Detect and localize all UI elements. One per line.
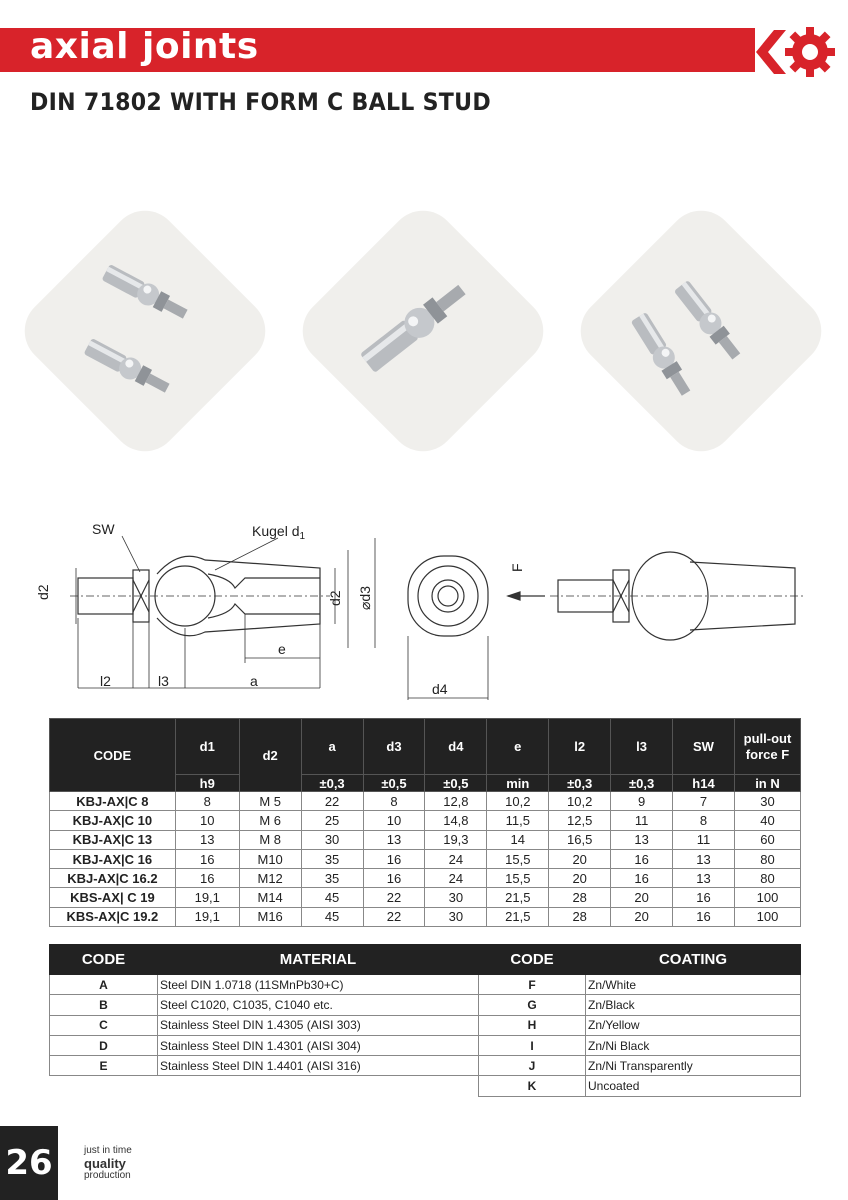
- cell: 16: [363, 869, 425, 888]
- table-row: [50, 830, 801, 849]
- cell: Steel C1020, C1035, C1040 etc.: [158, 995, 479, 1015]
- cell: 19,1: [175, 907, 239, 926]
- cell: 19,1: [175, 888, 239, 907]
- table-row: [479, 975, 801, 995]
- material-header-code: CODE: [50, 945, 158, 975]
- cell: Zn/Yellow: [586, 1015, 801, 1035]
- spec-header: d4: [425, 719, 487, 775]
- cell: 19,3: [425, 830, 487, 849]
- spec-header: d1: [175, 719, 239, 775]
- spec-subheader: ±0,3: [611, 775, 673, 792]
- tagline-line-2: quality: [84, 1156, 126, 1171]
- cell: M 6: [239, 811, 301, 830]
- cell: 16: [611, 869, 673, 888]
- cell: 24: [425, 849, 487, 868]
- cell-code: C: [50, 1015, 158, 1035]
- cell: 22: [363, 888, 425, 907]
- gear-logo-icon: [752, 24, 836, 80]
- cell: 7: [673, 792, 735, 811]
- table-row: [50, 811, 801, 830]
- label-kugel: Kugel $d_1$: [252, 523, 306, 542]
- end-view-drawing: [408, 556, 488, 700]
- label-d3: ⌀d3: [357, 585, 373, 610]
- cell: 30: [425, 907, 487, 926]
- cell: Uncoated: [586, 1076, 801, 1096]
- spec-header: pull-out force F: [734, 719, 800, 775]
- label-f: F: [509, 563, 525, 572]
- cell-code: E: [50, 1056, 158, 1076]
- cell: 13: [611, 830, 673, 849]
- cell: 20: [549, 869, 611, 888]
- cell: 22: [301, 792, 363, 811]
- cell: 12,8: [425, 792, 487, 811]
- cell: 13: [175, 830, 239, 849]
- cell: 22: [363, 907, 425, 926]
- label-l2: l2: [100, 673, 111, 689]
- cell: 10: [175, 811, 239, 830]
- table-row: [50, 975, 479, 995]
- coating-header-code: CODE: [479, 945, 586, 975]
- cell: Zn/Ni Black: [586, 1035, 801, 1055]
- cell: 30: [734, 792, 800, 811]
- spec-subheader: min: [487, 775, 549, 792]
- table-row: [50, 888, 801, 907]
- coating-header-coating: COATING: [586, 945, 801, 975]
- cell-code: KBJ-AX|C 10: [50, 811, 176, 830]
- cell: 100: [734, 888, 800, 907]
- cell: M 8: [239, 830, 301, 849]
- table-row: [50, 907, 801, 926]
- label-l3: l3: [158, 673, 169, 689]
- force-arrow-icon: [508, 592, 545, 600]
- cell: Zn/Ni Transparently: [586, 1056, 801, 1076]
- spec-subheader: in N: [734, 775, 800, 792]
- table-row: [50, 995, 479, 1015]
- cell: 16: [175, 849, 239, 868]
- spec-header: d3: [363, 719, 425, 775]
- page-number: 26: [0, 1126, 58, 1200]
- spec-header: d2: [239, 719, 301, 792]
- table-row: [50, 1035, 479, 1055]
- cell: 16: [363, 849, 425, 868]
- cell: 15,5: [487, 869, 549, 888]
- cell: 21,5: [487, 888, 549, 907]
- spec-header: SW: [673, 719, 735, 775]
- cell: 21,5: [487, 907, 549, 926]
- cell: 80: [734, 869, 800, 888]
- cell: 60: [734, 830, 800, 849]
- product-photo-pair: [10, 196, 280, 466]
- cell: 11: [673, 830, 735, 849]
- cell: Stainless Steel DIN 1.4305 (AISI 303): [158, 1015, 479, 1035]
- spec-subheader: ±0,3: [301, 775, 363, 792]
- cell: 16: [673, 888, 735, 907]
- table-row: [479, 995, 801, 1015]
- cell-code: KBJ-AX|C 13: [50, 830, 176, 849]
- table-row: [50, 1056, 479, 1076]
- cell: 20: [549, 849, 611, 868]
- cell: 30: [425, 888, 487, 907]
- cell: 13: [673, 869, 735, 888]
- cell: M16: [239, 907, 301, 926]
- cell: 28: [549, 907, 611, 926]
- cell-code: A: [50, 975, 158, 995]
- cell-code: KBS-AX|C 19.2: [50, 907, 176, 926]
- cell-code: D: [50, 1035, 158, 1055]
- footer-tagline: [84, 1145, 132, 1182]
- product-photo-pair-2: [566, 196, 836, 466]
- cell: Steel DIN 1.0718 (11SMnPb30+C): [158, 975, 479, 995]
- cell: 16,5: [549, 830, 611, 849]
- cell: 30: [301, 830, 363, 849]
- spec-subheader: h9: [175, 775, 239, 792]
- cell: 11: [611, 811, 673, 830]
- cell: 10,2: [549, 792, 611, 811]
- cell: 16: [673, 907, 735, 926]
- label-e: e: [278, 641, 286, 657]
- cell: 13: [363, 830, 425, 849]
- cell-code: I: [479, 1035, 586, 1055]
- cell: 13: [673, 849, 735, 868]
- tagline-line-3: production: [84, 1170, 131, 1181]
- cell: 11,5: [487, 811, 549, 830]
- cell-code: KBJ-AX|C 16: [50, 849, 176, 868]
- spec-header: a: [301, 719, 363, 775]
- label-d2-left: d2: [35, 584, 51, 600]
- table-row: [50, 1015, 479, 1035]
- spec-subheader: ±0,5: [363, 775, 425, 792]
- cell: 8: [363, 792, 425, 811]
- spec-header: e: [487, 719, 549, 775]
- spec-header-code: CODE: [50, 719, 176, 792]
- cell: 10: [363, 811, 425, 830]
- cell: 45: [301, 907, 363, 926]
- label-a: a: [250, 673, 258, 689]
- table-row: [50, 849, 801, 868]
- cell: 9: [611, 792, 673, 811]
- cell: 24: [425, 869, 487, 888]
- cell: M12: [239, 869, 301, 888]
- cell: 35: [301, 849, 363, 868]
- label-sw: SW: [92, 521, 115, 537]
- cell-code: K: [479, 1076, 586, 1096]
- cell: Zn/Black: [586, 995, 801, 1015]
- cell: 16: [175, 869, 239, 888]
- cell: Stainless Steel DIN 1.4301 (AISI 304): [158, 1035, 479, 1055]
- cell: 35: [301, 869, 363, 888]
- cell: 28: [549, 888, 611, 907]
- cell: 20: [611, 907, 673, 926]
- cell: 45: [301, 888, 363, 907]
- cell: M10: [239, 849, 301, 868]
- table-row: [479, 1076, 801, 1096]
- cell: 20: [611, 888, 673, 907]
- tagline-line-1: just in time: [84, 1145, 132, 1156]
- material-table: [49, 944, 479, 1076]
- label-d4: d4: [432, 681, 448, 697]
- spec-subheader: h14: [673, 775, 735, 792]
- spec-table: [49, 718, 801, 927]
- cell: 40: [734, 811, 800, 830]
- side-view-drawing: [70, 536, 375, 688]
- cell: 100: [734, 907, 800, 926]
- cell-code: F: [479, 975, 586, 995]
- loaded-view-drawing: [550, 552, 805, 640]
- cell: 12,5: [549, 811, 611, 830]
- spec-header: l2: [549, 719, 611, 775]
- cell: 25: [301, 811, 363, 830]
- cell: 8: [175, 792, 239, 811]
- cell: 14,8: [425, 811, 487, 830]
- cell-code: KBS-AX| C 19: [50, 888, 176, 907]
- cell-code: H: [479, 1015, 586, 1035]
- page-title: axial joints: [30, 26, 259, 67]
- table-row: [50, 869, 801, 888]
- cell: 80: [734, 849, 800, 868]
- table-row: [50, 792, 801, 811]
- cell: 10,2: [487, 792, 549, 811]
- cell: 8: [673, 811, 735, 830]
- product-photo-single: [288, 196, 558, 466]
- cell: M14: [239, 888, 301, 907]
- material-header-material: MATERIAL: [158, 945, 479, 975]
- cell: Stainless Steel DIN 1.4401 (AISI 316): [158, 1056, 479, 1076]
- cell-code: KBJ-AX|C 16.2: [50, 869, 176, 888]
- cell: 15,5: [487, 849, 549, 868]
- cell: Zn/White: [586, 975, 801, 995]
- spec-header: l3: [611, 719, 673, 775]
- label-d2-right: d2: [327, 590, 343, 606]
- cell-code: J: [479, 1056, 586, 1076]
- spec-subheader: ±0,3: [549, 775, 611, 792]
- technical-drawing: [30, 508, 820, 708]
- cell-code: KBJ-AX|C 8: [50, 792, 176, 811]
- spec-subheader: ±0,5: [425, 775, 487, 792]
- table-row: [479, 1015, 801, 1035]
- table-row: [479, 1035, 801, 1055]
- cell: 16: [611, 849, 673, 868]
- cell: 14: [487, 830, 549, 849]
- cell-code: G: [479, 995, 586, 1015]
- table-row: [479, 1056, 801, 1076]
- coating-table: [478, 944, 801, 1097]
- page-subtitle: DIN 71802 WITH FORM C BALL STUD: [30, 88, 491, 116]
- cell-code: B: [50, 995, 158, 1015]
- cell: M 5: [239, 792, 301, 811]
